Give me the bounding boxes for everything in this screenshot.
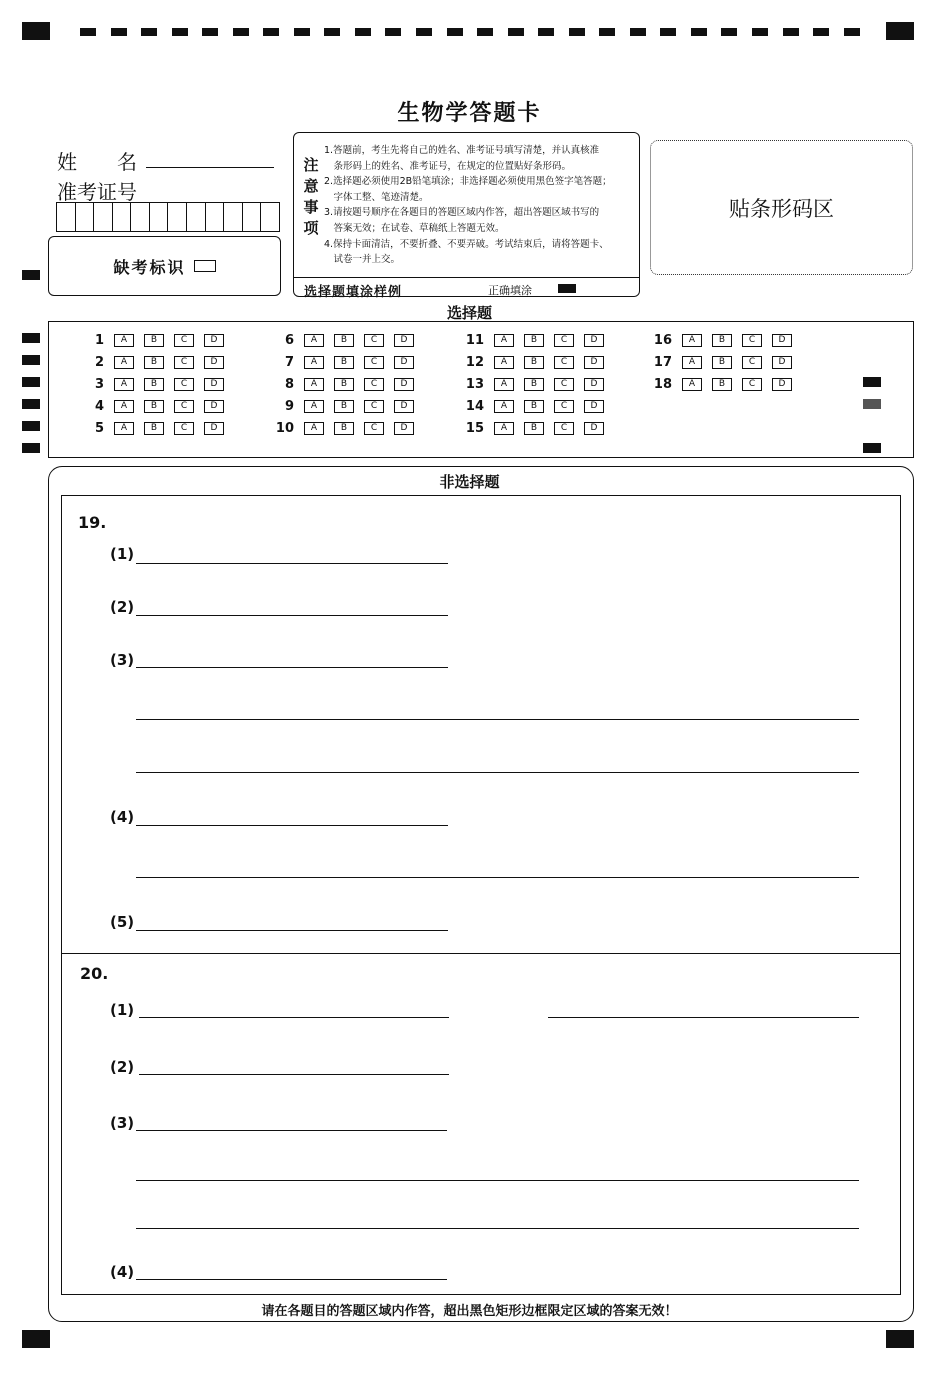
option-bubble-a[interactable]: A (114, 334, 134, 347)
option-bubble-a[interactable]: A (304, 400, 324, 413)
option-bubble-d[interactable]: D (772, 378, 792, 391)
q20-part-4-label: (4) (110, 1263, 135, 1281)
timing-track-top (80, 28, 860, 36)
choice-question-number: 8 (284, 376, 294, 392)
option-bubble-c[interactable]: C (174, 334, 194, 347)
option-bubble-d[interactable]: D (772, 334, 792, 347)
q20-part-3-answer-line[interactable] (136, 1130, 447, 1131)
option-bubble-b[interactable]: B (524, 422, 544, 435)
timing-mark (22, 270, 40, 280)
notice-line: 2.选择题必须使用2B铅笔填涂；非选择题必须使用黑色签字笔答题； (324, 176, 612, 188)
option-bubble-c[interactable]: C (554, 334, 574, 347)
notice-line: 4.保持卡面清洁，不要折叠、不要弄破。考试结束后，请将答题卡、 (324, 238, 609, 250)
q19-part-2-answer-line[interactable] (136, 615, 448, 616)
option-bubble-c[interactable]: C (742, 334, 762, 347)
choice-question-number: 17 (653, 354, 672, 370)
corner-marker-bottom-right (886, 1330, 914, 1348)
option-bubble-a[interactable]: A (114, 422, 134, 435)
option-bubble-d[interactable]: D (204, 334, 224, 347)
name-label: 姓 名 (57, 150, 137, 174)
option-bubble-d[interactable]: D (394, 378, 414, 391)
option-bubble-d[interactable]: D (394, 334, 414, 347)
choice-question-12 (458, 354, 614, 370)
q19-part-4-label: (4) (110, 808, 135, 826)
question-19-number: 19. (78, 513, 107, 532)
q20-part-1-label: (1) (110, 1001, 135, 1019)
nonchoice-section-title: 非选择题 (439, 473, 500, 491)
correct-fill-label: 正确填涂 (488, 284, 532, 297)
option-bubble-b[interactable]: B (144, 378, 164, 391)
exam-id-label: 准考证号 (57, 180, 137, 204)
notice-box (293, 132, 640, 300)
option-bubble-d[interactable]: D (584, 334, 604, 347)
option-bubble-a[interactable]: A (494, 400, 514, 413)
q19-part-3-answer-line[interactable] (136, 772, 859, 773)
choice-question-11 (458, 332, 614, 348)
option-bubble-d[interactable]: D (772, 356, 792, 369)
choice-question-16 (646, 332, 802, 348)
choice-question-18 (646, 376, 802, 392)
timing-mark (22, 377, 40, 387)
fill-sample-label: 选择题填涂样例 (304, 285, 403, 300)
q19-part-3-label: (3) (110, 651, 135, 669)
choice-question-number: 5 (94, 420, 104, 436)
notice-line: 答案无效；在试卷、草稿纸上答题无效。 (324, 222, 505, 234)
notice-line: 3.请按题号顺序在各题目的答题区域内作答，超出答题区域书写的 (324, 207, 600, 219)
option-bubble-c[interactable]: C (364, 400, 384, 413)
option-bubble-a[interactable]: A (304, 378, 324, 391)
corner-marker-top-left (22, 22, 50, 40)
barcode-area (650, 140, 913, 275)
q19-part-1-answer-line[interactable] (136, 563, 448, 564)
corner-marker-top-right (886, 22, 914, 40)
q20-part-3-label: (3) (110, 1114, 135, 1132)
option-bubble-c[interactable]: C (554, 422, 574, 435)
option-bubble-b[interactable]: B (334, 356, 354, 369)
option-bubble-a[interactable]: A (494, 378, 514, 391)
option-bubble-a[interactable]: A (682, 378, 702, 391)
option-bubble-b[interactable]: B (144, 400, 164, 413)
notice-line: 1.答题前，考生先将自己的姓名、准考证号填写清楚，并认真核准 (324, 145, 600, 156)
option-bubble-a[interactable]: A (494, 356, 514, 369)
choice-question-number: 11 (465, 332, 484, 348)
choice-question-8 (268, 376, 424, 392)
choice-question-13 (458, 376, 614, 392)
option-bubble-d[interactable]: D (394, 400, 414, 413)
option-bubble-b[interactable]: B (334, 378, 354, 391)
option-bubble-a[interactable]: A (114, 378, 134, 391)
barcode-label: 贴条形码区 (729, 196, 834, 221)
option-bubble-c[interactable]: C (742, 356, 762, 369)
option-bubble-b[interactable]: B (144, 334, 164, 347)
option-bubble-d[interactable]: D (204, 378, 224, 391)
option-bubble-b[interactable]: B (524, 378, 544, 391)
timing-mark (863, 377, 881, 387)
choice-question-7 (268, 354, 424, 370)
option-bubble-c[interactable]: C (742, 378, 762, 391)
q19-part-2-label: (2) (110, 598, 135, 616)
option-bubble-a[interactable]: A (494, 334, 514, 347)
option-bubble-c[interactable]: C (174, 400, 194, 413)
choice-question-number: 10 (275, 420, 294, 436)
option-bubble-a[interactable]: A (304, 422, 324, 435)
option-bubble-a[interactable]: A (682, 356, 702, 369)
option-bubble-d[interactable]: D (394, 422, 414, 435)
absent-checkbox[interactable] (194, 260, 216, 272)
option-bubble-c[interactable]: C (174, 422, 194, 435)
choice-question-1 (78, 332, 234, 348)
option-bubble-b[interactable]: B (712, 378, 732, 391)
option-bubble-b[interactable]: B (712, 334, 732, 347)
choice-question-5 (78, 420, 234, 436)
q19-part-1-label: (1) (110, 545, 135, 563)
choice-question-2 (78, 354, 234, 370)
option-bubble-d[interactable]: D (204, 422, 224, 435)
correct-fill-sample (558, 284, 576, 293)
option-bubble-b[interactable]: B (144, 422, 164, 435)
option-bubble-a[interactable]: A (682, 334, 702, 347)
notice-line: 试卷一并上交。 (324, 254, 401, 266)
timing-mark (863, 399, 881, 409)
option-bubble-d[interactable]: D (584, 356, 604, 369)
q19-part-5-label: (5) (110, 913, 135, 931)
option-bubble-c[interactable]: C (174, 356, 194, 369)
timing-mark (22, 355, 40, 365)
option-bubble-c[interactable]: C (554, 356, 574, 369)
question-divider (61, 953, 901, 954)
option-bubble-d[interactable]: D (584, 378, 604, 391)
choice-section-title: 选择题 (446, 304, 492, 322)
notice-line: 字体工整、笔迹清楚。 (324, 191, 429, 203)
choice-question-number: 15 (465, 420, 484, 436)
choice-question-10 (268, 420, 424, 436)
notice-separator (294, 277, 639, 278)
option-bubble-d[interactable]: D (204, 356, 224, 369)
q19-part-4-answer-line[interactable] (136, 877, 859, 878)
option-bubble-c[interactable]: C (364, 422, 384, 435)
option-bubble-c[interactable]: C (554, 378, 574, 391)
choice-question-number: 13 (465, 376, 484, 392)
option-bubble-d[interactable]: D (584, 400, 604, 413)
option-bubble-b[interactable]: B (524, 356, 544, 369)
choice-question-number: 7 (284, 354, 294, 370)
choice-question-number: 3 (94, 376, 104, 392)
choice-question-number: 4 (94, 398, 104, 414)
timing-mark (22, 333, 40, 343)
q20-part-2-answer-line[interactable] (139, 1074, 449, 1075)
option-bubble-a[interactable]: A (494, 422, 514, 435)
timing-mark (863, 443, 881, 453)
choice-question-number: 12 (465, 354, 484, 370)
notice-line: 条形码上的姓名、准考证号，在规定的位置贴好条形码。 (324, 160, 572, 172)
choice-question-9 (268, 398, 424, 414)
option-bubble-b[interactable]: B (144, 356, 164, 369)
notice-list (324, 143, 632, 268)
option-bubble-b[interactable]: B (334, 334, 354, 347)
choice-question-number: 14 (465, 398, 484, 414)
option-bubble-d[interactable]: D (584, 422, 604, 435)
choice-question-number: 18 (653, 376, 672, 392)
choice-question-number: 2 (94, 354, 104, 370)
choice-question-6 (268, 332, 424, 348)
q20-part-1-answer-line[interactable] (139, 1017, 449, 1018)
footer-warning: 请在各题目的答题区域内作答，超出黑色矩形边框限定区域的答案无效！ (261, 1304, 678, 1319)
option-bubble-a[interactable]: A (304, 334, 324, 347)
option-bubble-c[interactable]: C (364, 378, 384, 391)
choice-question-14 (458, 398, 614, 414)
absent-label: 缺考标识 (113, 257, 186, 277)
timing-mark (22, 399, 40, 409)
corner-marker-bottom-left (22, 1330, 50, 1348)
option-bubble-c[interactable]: C (364, 356, 384, 369)
q19-part-3-answer-line[interactable] (136, 719, 859, 720)
option-bubble-c[interactable]: C (554, 400, 574, 413)
option-bubble-c[interactable]: C (174, 378, 194, 391)
option-bubble-b[interactable]: B (524, 334, 544, 347)
q20-part-4-answer-line[interactable] (136, 1279, 447, 1280)
q19-part-4-answer-line[interactable] (136, 825, 448, 826)
choice-question-number: 6 (284, 332, 294, 348)
q20-part-2-label: (2) (110, 1058, 135, 1076)
choice-question-number: 1 (94, 332, 104, 348)
q19-part-5-answer-line[interactable] (136, 930, 448, 931)
choice-question-number: 16 (653, 332, 672, 348)
page-title: 生物学答题卡 (397, 101, 542, 126)
timing-mark (22, 443, 40, 453)
name-field[interactable] (146, 150, 274, 168)
question-20-number: 20. (80, 964, 109, 983)
option-bubble-a[interactable]: A (304, 356, 324, 369)
choice-question-15 (458, 420, 614, 436)
notice-heading: 注 意 事 项 (303, 156, 319, 237)
option-bubble-d[interactable]: D (394, 356, 414, 369)
option-bubble-b[interactable]: B (524, 400, 544, 413)
timing-mark (22, 421, 40, 431)
q20-part-3-answer-line[interactable] (136, 1180, 859, 1181)
q20-part-3-answer-line[interactable] (136, 1228, 859, 1229)
choice-question-number: 9 (284, 398, 294, 414)
choice-question-3 (78, 376, 234, 392)
q20-part-1-answer-line[interactable] (548, 1017, 859, 1018)
option-bubble-b[interactable]: B (712, 356, 732, 369)
choice-question-4 (78, 398, 234, 414)
option-bubble-d[interactable]: D (204, 400, 224, 413)
option-bubble-b[interactable]: B (334, 400, 354, 413)
choice-question-17 (646, 354, 802, 370)
absent-mark-box (48, 236, 281, 296)
option-bubble-b[interactable]: B (334, 422, 354, 435)
option-bubble-a[interactable]: A (114, 356, 134, 369)
option-bubble-c[interactable]: C (364, 334, 384, 347)
option-bubble-a[interactable]: A (114, 400, 134, 413)
q19-part-3-answer-line[interactable] (136, 667, 448, 668)
exam-id-boxes[interactable] (56, 202, 280, 232)
